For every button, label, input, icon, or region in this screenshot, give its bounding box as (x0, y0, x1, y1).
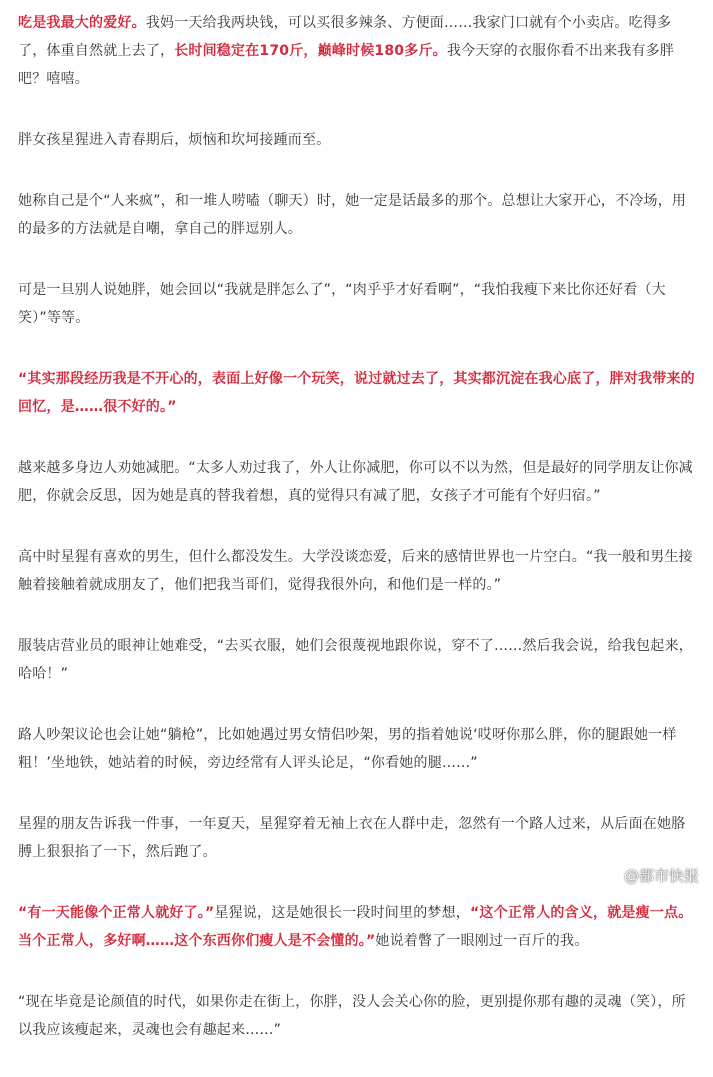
paragraph-3 (18, 187, 696, 243)
body-text: 我妈一天给我两块钱，可以买很多辣条、方便面……我家门口就有个小卖店。吃得多了，体重自然就上去了， (18, 15, 672, 59)
paragraph-6 (18, 454, 696, 510)
body-text: “现在毕竟是论颜值的时代，如果你走在街上，你胖，没人会关心你的脸，更别提你那有趣的灵魂（笑），所以我应该瘦起来，灵魂也会有趣起来……” (18, 994, 686, 1038)
paragraph-4 (18, 276, 696, 332)
body-text: 可是一旦别人说她胖，她会回以“我就是胖怎么了”，“肉乎乎才好看啊”，“我怕我瘦下来比你还好看（大笑）”等等。 (18, 282, 666, 326)
body-text: 她称自己是个“人来疯”，和一堆人唠嗑（聊天）时，她一定是话最多的那个。总想让大家开心，不冷场，用的最多的方法就是自嘲，拿自己的胖逗别人。 (18, 193, 687, 237)
body-text: 胖女孩星猩进入青春期后，烦恼和坎坷接踵而至。 (18, 132, 331, 148)
body-text: 她说着瞥了一眼刚过一百斤的我。 (375, 933, 589, 949)
body-text: 越来越多身边人劝她减肥。“太多人劝过我了，外人让你减肥，你可以不以为然，但是最好的同学朋友让你减肥，你就会反思，因为她是真的替我着想，真的觉得只有减了肥，女孩子才可能有个好归宿。” (18, 460, 693, 504)
emphasis-text: “其实那段经历我是不开心的，表面上好像一个玩笑，说过就过去了，其实都沉淀在我心底了，胖对我带来的回忆，是……很不好的。” (18, 371, 695, 415)
article-body (18, 9, 696, 1077)
emphasis-text: “有一天能像个正常人就好了。” (18, 905, 215, 921)
source-watermark (597, 865, 699, 886)
paragraph-2 (18, 126, 696, 154)
paragraph-10 (18, 810, 696, 866)
body-text: 路人吵架议论也会让她“躺枪”，比如她遇过男女情侣吵架，男的指着她说‘哎呀你那么胖，你的腿跟她一样粗！’坐地铁，她站着的时候，旁边经常有人评头论足，“你看她的腿……” (18, 727, 677, 771)
body-text: 服装店营业员的眼神让她难受，“去买衣服，她们会很蔑视地跟你说，穿不了……然后我会说，给我包起来，哈哈！” (18, 638, 693, 682)
paragraph-1 (18, 9, 696, 93)
emphasis-text: 吃是我最大的爱好。 (18, 15, 146, 31)
watermark-text: @都市快报 (623, 867, 699, 885)
paragraph-9 (18, 721, 696, 777)
paragraph-7 (18, 543, 696, 599)
body-text: 我今天穿的衣服你看不出来我有多胖吧？嘻嘻。 (18, 43, 675, 87)
paragraph-12 (18, 988, 696, 1044)
emphasis-text: 长时间稳定在170斤，巅峰时候180多斤。 (174, 43, 447, 59)
body-text: 高中时星猩有喜欢的男生，但什么都没发生。大学没谈恋爱，后来的感情世界也一片空白。“我一般和男生接触着接触着就成朋友了，他们把我当哥们，觉得我很外向，和他们是一样的。” (18, 549, 693, 593)
body-text: 星猩说，这是她很长一段时间里的梦想， (214, 905, 471, 921)
paragraph-5-quote (18, 365, 696, 421)
paragraph-11 (18, 899, 696, 955)
paragraph-8 (18, 632, 696, 688)
body-text: 星猩的朋友告诉我一件事，一年夏天，星猩穿着无袖上衣在人群中走，忽然有一个路人过来，从后面在她胳膊上狠狠掐了一下，然后跑了。 (18, 816, 686, 860)
emphasis-text: “这个正常人的含义，就是瘦一点。当个正常人，多好啊……这个东西你们瘦人是不会懂的。” (18, 905, 693, 949)
weibo-icon (597, 867, 619, 885)
